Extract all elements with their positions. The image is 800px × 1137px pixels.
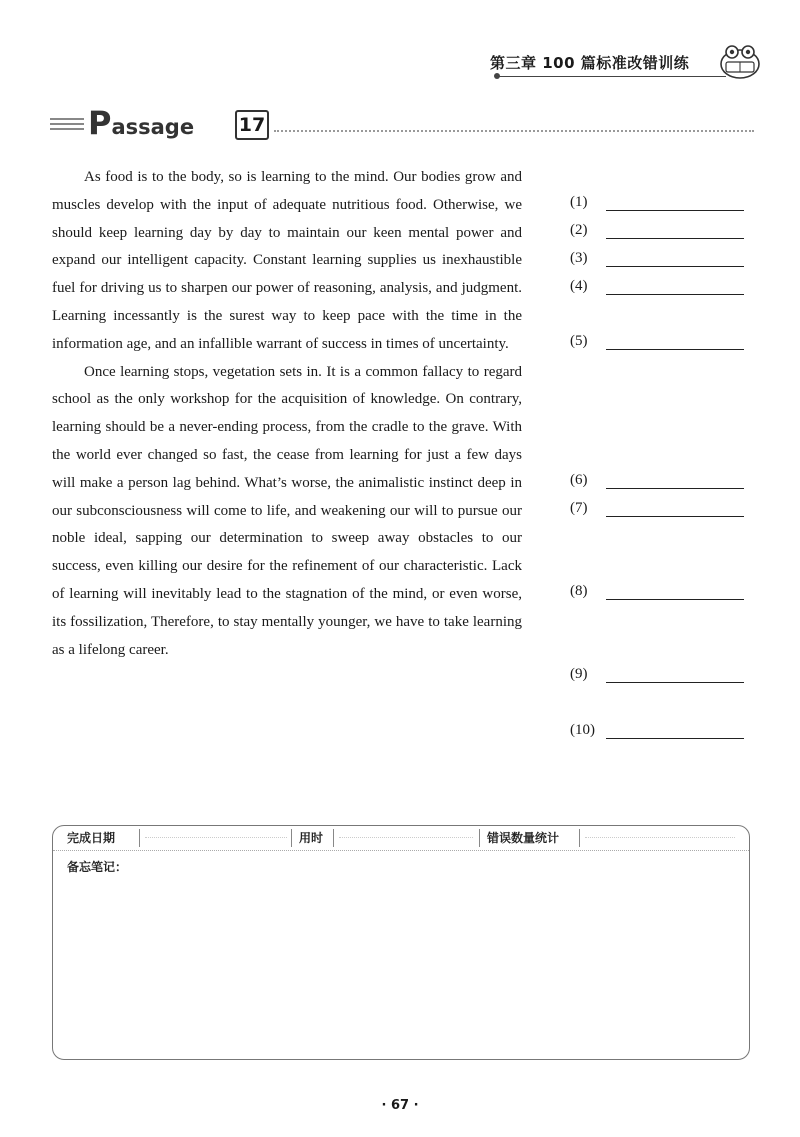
passage-dash-rule [274, 130, 754, 132]
passage-text [52, 164, 522, 664]
memo-box[interactable] [52, 825, 750, 1060]
answer-1[interactable]: (1) [570, 194, 750, 216]
notes-label: 备忘笔记： [67, 860, 128, 874]
date-label: 完成日期 [67, 831, 116, 845]
passage-heading [50, 104, 755, 144]
passage-number: 17 [235, 110, 269, 140]
decor-lines [50, 118, 84, 133]
errors-field[interactable] [585, 837, 735, 838]
passage-label [88, 104, 194, 142]
answer-3[interactable]: (3) [570, 250, 750, 272]
answer-7[interactable]: (7) [570, 500, 750, 522]
time-field[interactable] [339, 837, 473, 838]
time-label: 用时 [299, 831, 324, 845]
mascot-icon [718, 40, 762, 80]
page-number: · 67 · [381, 1098, 419, 1113]
memo-header [53, 826, 749, 851]
answer-4[interactable]: (4) [570, 278, 750, 300]
header-rule [498, 76, 726, 77]
passage-initial: P [88, 104, 112, 142]
date-field[interactable] [145, 837, 287, 838]
answer-9[interactable]: (9) [570, 666, 750, 688]
answer-10[interactable]: (10) [570, 722, 750, 744]
answer-5[interactable]: (5) [570, 333, 750, 355]
passage-word: assage [111, 115, 195, 139]
answer-8[interactable]: (8) [570, 583, 750, 605]
answer-6[interactable]: (6) [570, 472, 750, 494]
chapter-header: 第三章 100 篇标准改错训练 [490, 54, 690, 72]
errors-label: 错误数量统计 [487, 831, 560, 845]
answer-2[interactable]: (2) [570, 222, 750, 244]
paragraph-1: As food is to the body, so is learning to the mind. Our bodies grow and muscles develop with the input of adequate nutritious food. Otherwise, we should keep learning day by day to maintain our keen mental power and expand our intelligent capacity. Constant learning supplies us inexhaustible fuel for driving us to sharpen our power of reasoning, analysis, and judgment. Learning incessantly is the surest way to keep pace with the time in the information age, and an infallible warrant of success in times of uncertainty. [52, 169, 522, 352]
paragraph-2: Once learning stops, vegetation sets in. It is a common fallacy to regard school as the only workshop for the acquisition of knowledge. On contrary, learning should be a never-ending process, from the cradle to the grave. With the world ever changed so fast, the cease from learning for just a few days will make a person lag behind. What’s worse, the animalistic instinct deep in our subconsciousness will come to life, and weakening our will to pursue our noble ideal, sapping our determination to sweep away obstacles to our success, even killing our desire for the refinement of our characteristic. Lack of learning will inevitably lead to the stagnation of the mind, or even worse, its fossilization, Therefore, to stay mentally younger, we have to take learning as a lifelong career. [52, 363, 522, 658]
